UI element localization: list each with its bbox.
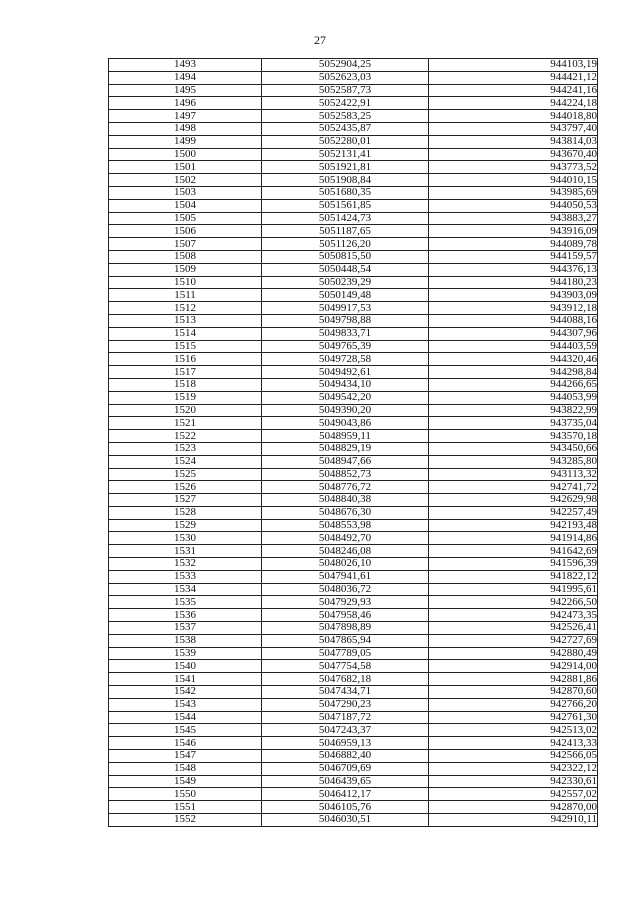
y-coordinate-cell: 942910,11 xyxy=(429,814,598,827)
point-number-cell: 1549 xyxy=(109,775,262,788)
x-coordinate-cell: 5051561,85 xyxy=(262,199,429,212)
x-coordinate-cell: 5049043,86 xyxy=(262,417,429,430)
table-row xyxy=(109,750,598,763)
table-row xyxy=(109,801,598,814)
x-coordinate-cell: 5047243,37 xyxy=(262,724,429,737)
y-coordinate-cell: 942566,05 xyxy=(429,750,598,763)
point-number-cell: 1535 xyxy=(109,596,262,609)
x-coordinate-cell: 5048036,72 xyxy=(262,583,429,596)
table-row xyxy=(109,353,598,366)
y-coordinate-cell: 942193,48 xyxy=(429,519,598,532)
y-coordinate-cell: 944298,84 xyxy=(429,366,598,379)
table-row xyxy=(109,698,598,711)
y-coordinate-cell: 942870,60 xyxy=(429,686,598,699)
y-coordinate-cell: 943735,04 xyxy=(429,417,598,430)
x-coordinate-cell: 5047898,89 xyxy=(262,622,429,635)
table-row xyxy=(109,570,598,583)
x-coordinate-cell: 5046105,76 xyxy=(262,801,429,814)
point-number-cell: 1506 xyxy=(109,225,262,238)
point-number-cell: 1531 xyxy=(109,545,262,558)
table-row xyxy=(109,430,598,443)
point-number-cell: 1532 xyxy=(109,558,262,571)
point-number-cell: 1516 xyxy=(109,353,262,366)
table-row xyxy=(109,161,598,174)
point-number-cell: 1533 xyxy=(109,570,262,583)
point-number-cell: 1505 xyxy=(109,212,262,225)
table-row xyxy=(109,596,598,609)
x-coordinate-cell: 5052904,25 xyxy=(262,59,429,72)
x-coordinate-cell: 5052131,41 xyxy=(262,148,429,161)
table-row xyxy=(109,250,598,263)
x-coordinate-cell: 5048959,11 xyxy=(262,430,429,443)
point-number-cell: 1498 xyxy=(109,122,262,135)
table-row xyxy=(109,442,598,455)
table-row xyxy=(109,417,598,430)
y-coordinate-cell: 943814,03 xyxy=(429,135,598,148)
x-coordinate-cell: 5047754,58 xyxy=(262,660,429,673)
point-number-cell: 1539 xyxy=(109,647,262,660)
point-number-cell: 1542 xyxy=(109,686,262,699)
point-number-cell: 1515 xyxy=(109,340,262,353)
y-coordinate-cell: 943113,32 xyxy=(429,468,598,481)
point-number-cell: 1530 xyxy=(109,532,262,545)
point-number-cell: 1524 xyxy=(109,455,262,468)
table-row xyxy=(109,186,598,199)
x-coordinate-cell: 5049542,20 xyxy=(262,391,429,404)
y-coordinate-cell: 942629,98 xyxy=(429,494,598,507)
x-coordinate-cell: 5049492,61 xyxy=(262,366,429,379)
y-coordinate-cell: 944241,16 xyxy=(429,84,598,97)
x-coordinate-cell: 5052587,73 xyxy=(262,84,429,97)
x-coordinate-cell: 5052435,87 xyxy=(262,122,429,135)
point-number-cell: 1508 xyxy=(109,250,262,263)
y-coordinate-cell: 944224,18 xyxy=(429,97,598,110)
point-number-cell: 1525 xyxy=(109,468,262,481)
table-row xyxy=(109,59,598,72)
table-row xyxy=(109,762,598,775)
y-coordinate-cell: 943916,09 xyxy=(429,225,598,238)
table-row xyxy=(109,71,598,84)
table-row xyxy=(109,711,598,724)
table-row xyxy=(109,135,598,148)
y-coordinate-cell: 944266,65 xyxy=(429,378,598,391)
table-row xyxy=(109,263,598,276)
page-number: 27 xyxy=(314,33,326,47)
x-coordinate-cell: 5048852,73 xyxy=(262,468,429,481)
point-number-cell: 1546 xyxy=(109,737,262,750)
point-number-cell: 1517 xyxy=(109,366,262,379)
point-number-cell: 1540 xyxy=(109,660,262,673)
point-number-cell: 1501 xyxy=(109,161,262,174)
table-row xyxy=(109,814,598,827)
x-coordinate-cell: 5050149,48 xyxy=(262,289,429,302)
table-row xyxy=(109,558,598,571)
x-coordinate-cell: 5047958,46 xyxy=(262,609,429,622)
x-coordinate-cell: 5052422,91 xyxy=(262,97,429,110)
x-coordinate-cell: 5046412,17 xyxy=(262,788,429,801)
table-row xyxy=(109,199,598,212)
y-coordinate-cell: 942513,02 xyxy=(429,724,598,737)
point-number-cell: 1534 xyxy=(109,583,262,596)
table-row xyxy=(109,455,598,468)
x-coordinate-cell: 5052623,03 xyxy=(262,71,429,84)
point-number-cell: 1512 xyxy=(109,302,262,315)
x-coordinate-cell: 5047290,23 xyxy=(262,698,429,711)
x-coordinate-cell: 5047434,71 xyxy=(262,686,429,699)
x-coordinate-cell: 5051126,20 xyxy=(262,238,429,251)
point-number-cell: 1507 xyxy=(109,238,262,251)
table-row xyxy=(109,391,598,404)
x-coordinate-cell: 5048553,98 xyxy=(262,519,429,532)
table-row xyxy=(109,122,598,135)
y-coordinate-cell: 942761,30 xyxy=(429,711,598,724)
y-coordinate-cell: 944159,57 xyxy=(429,250,598,263)
table-row xyxy=(109,532,598,545)
y-coordinate-cell: 944010,15 xyxy=(429,174,598,187)
point-number-cell: 1511 xyxy=(109,289,262,302)
point-number-cell: 1528 xyxy=(109,506,262,519)
table-row xyxy=(109,724,598,737)
y-coordinate-cell: 942413,33 xyxy=(429,737,598,750)
point-number-cell: 1547 xyxy=(109,750,262,763)
y-coordinate-cell: 943450,66 xyxy=(429,442,598,455)
table-row xyxy=(109,788,598,801)
coordinates-table-body xyxy=(109,59,598,827)
point-number-cell: 1497 xyxy=(109,110,262,123)
y-coordinate-cell: 943670,40 xyxy=(429,148,598,161)
y-coordinate-cell: 943985,69 xyxy=(429,186,598,199)
point-number-cell: 1538 xyxy=(109,634,262,647)
y-coordinate-cell: 942473,35 xyxy=(429,609,598,622)
point-number-cell: 1527 xyxy=(109,494,262,507)
point-number-cell: 1526 xyxy=(109,481,262,494)
point-number-cell: 1502 xyxy=(109,174,262,187)
x-coordinate-cell: 5047929,93 xyxy=(262,596,429,609)
point-number-cell: 1513 xyxy=(109,314,262,327)
y-coordinate-cell: 943285,80 xyxy=(429,455,598,468)
y-coordinate-cell: 944180,23 xyxy=(429,276,598,289)
table-row xyxy=(109,238,598,251)
point-number-cell: 1499 xyxy=(109,135,262,148)
table-row xyxy=(109,276,598,289)
point-number-cell: 1541 xyxy=(109,673,262,686)
table-row xyxy=(109,225,598,238)
x-coordinate-cell: 5051921,81 xyxy=(262,161,429,174)
table-row xyxy=(109,686,598,699)
y-coordinate-cell: 942257,49 xyxy=(429,506,598,519)
point-number-cell: 1536 xyxy=(109,609,262,622)
x-coordinate-cell: 5048776,72 xyxy=(262,481,429,494)
x-coordinate-cell: 5051187,65 xyxy=(262,225,429,238)
table-row xyxy=(109,212,598,225)
y-coordinate-cell: 944403,59 xyxy=(429,340,598,353)
y-coordinate-cell: 944320,46 xyxy=(429,353,598,366)
table-row xyxy=(109,148,598,161)
y-coordinate-cell: 944089,78 xyxy=(429,238,598,251)
point-number-cell: 1545 xyxy=(109,724,262,737)
x-coordinate-cell: 5049798,88 xyxy=(262,314,429,327)
x-coordinate-cell: 5048840,38 xyxy=(262,494,429,507)
y-coordinate-cell: 944050,53 xyxy=(429,199,598,212)
table-row xyxy=(109,494,598,507)
y-coordinate-cell: 943773,52 xyxy=(429,161,598,174)
x-coordinate-cell: 5046959,13 xyxy=(262,737,429,750)
table-row xyxy=(109,327,598,340)
table-row xyxy=(109,378,598,391)
y-coordinate-cell: 943912,18 xyxy=(429,302,598,315)
table-row xyxy=(109,302,598,315)
point-number-cell: 1552 xyxy=(109,814,262,827)
x-coordinate-cell: 5049765,39 xyxy=(262,340,429,353)
y-coordinate-cell: 941995,61 xyxy=(429,583,598,596)
y-coordinate-cell: 942881,86 xyxy=(429,673,598,686)
y-coordinate-cell: 943570,18 xyxy=(429,430,598,443)
y-coordinate-cell: 943903,09 xyxy=(429,289,598,302)
x-coordinate-cell: 5049390,20 xyxy=(262,404,429,417)
x-coordinate-cell: 5046030,51 xyxy=(262,814,429,827)
y-coordinate-cell: 944053,99 xyxy=(429,391,598,404)
point-number-cell: 1509 xyxy=(109,263,262,276)
point-number-cell: 1550 xyxy=(109,788,262,801)
table-row xyxy=(109,622,598,635)
point-number-cell: 1503 xyxy=(109,186,262,199)
point-number-cell: 1521 xyxy=(109,417,262,430)
table-row xyxy=(109,481,598,494)
table-row xyxy=(109,634,598,647)
table-row xyxy=(109,468,598,481)
table-row xyxy=(109,737,598,750)
y-coordinate-cell: 943822,99 xyxy=(429,404,598,417)
point-number-cell: 1496 xyxy=(109,97,262,110)
table-row xyxy=(109,583,598,596)
y-coordinate-cell: 942322,12 xyxy=(429,762,598,775)
table-row xyxy=(109,673,598,686)
table-row xyxy=(109,314,598,327)
point-number-cell: 1529 xyxy=(109,519,262,532)
point-number-cell: 1537 xyxy=(109,622,262,635)
x-coordinate-cell: 5049434,10 xyxy=(262,378,429,391)
x-coordinate-cell: 5046439,65 xyxy=(262,775,429,788)
x-coordinate-cell: 5052280,01 xyxy=(262,135,429,148)
point-number-cell: 1523 xyxy=(109,442,262,455)
y-coordinate-cell: 942914,00 xyxy=(429,660,598,673)
y-coordinate-cell: 942557,02 xyxy=(429,788,598,801)
x-coordinate-cell: 5049833,71 xyxy=(262,327,429,340)
x-coordinate-cell: 5050815,50 xyxy=(262,250,429,263)
point-number-cell: 1519 xyxy=(109,391,262,404)
table-row xyxy=(109,84,598,97)
x-coordinate-cell: 5048492,70 xyxy=(262,532,429,545)
x-coordinate-cell: 5052583,25 xyxy=(262,110,429,123)
point-number-cell: 1514 xyxy=(109,327,262,340)
y-coordinate-cell: 944421,12 xyxy=(429,71,598,84)
point-number-cell: 1510 xyxy=(109,276,262,289)
x-coordinate-cell: 5048829,19 xyxy=(262,442,429,455)
x-coordinate-cell: 5048947,66 xyxy=(262,455,429,468)
y-coordinate-cell: 944307,96 xyxy=(429,327,598,340)
y-coordinate-cell: 943797,40 xyxy=(429,122,598,135)
x-coordinate-cell: 5051680,35 xyxy=(262,186,429,199)
y-coordinate-cell: 942330,61 xyxy=(429,775,598,788)
table-row xyxy=(109,545,598,558)
x-coordinate-cell: 5050448,54 xyxy=(262,263,429,276)
x-coordinate-cell: 5050239,29 xyxy=(262,276,429,289)
table-row xyxy=(109,775,598,788)
x-coordinate-cell: 5047187,72 xyxy=(262,711,429,724)
x-coordinate-cell: 5048676,30 xyxy=(262,506,429,519)
y-coordinate-cell: 941642,69 xyxy=(429,545,598,558)
x-coordinate-cell: 5047682,18 xyxy=(262,673,429,686)
y-coordinate-cell: 942741,72 xyxy=(429,481,598,494)
table-row xyxy=(109,404,598,417)
y-coordinate-cell: 942526,41 xyxy=(429,622,598,635)
point-number-cell: 1522 xyxy=(109,430,262,443)
point-number-cell: 1518 xyxy=(109,378,262,391)
y-coordinate-cell: 942727,69 xyxy=(429,634,598,647)
table-row xyxy=(109,289,598,302)
table-row xyxy=(109,366,598,379)
x-coordinate-cell: 5048026,10 xyxy=(262,558,429,571)
point-number-cell: 1495 xyxy=(109,84,262,97)
y-coordinate-cell: 944103,19 xyxy=(429,59,598,72)
point-number-cell: 1551 xyxy=(109,801,262,814)
table-row xyxy=(109,519,598,532)
point-number-cell: 1500 xyxy=(109,148,262,161)
table-row xyxy=(109,609,598,622)
point-number-cell: 1543 xyxy=(109,698,262,711)
x-coordinate-cell: 5046709,69 xyxy=(262,762,429,775)
table-row xyxy=(109,110,598,123)
y-coordinate-cell: 942266,50 xyxy=(429,596,598,609)
x-coordinate-cell: 5047941,61 xyxy=(262,570,429,583)
y-coordinate-cell: 944088,16 xyxy=(429,314,598,327)
point-number-cell: 1504 xyxy=(109,199,262,212)
x-coordinate-cell: 5047865,94 xyxy=(262,634,429,647)
table-row xyxy=(109,647,598,660)
point-number-cell: 1520 xyxy=(109,404,262,417)
x-coordinate-cell: 5047789,05 xyxy=(262,647,429,660)
point-number-cell: 1493 xyxy=(109,59,262,72)
y-coordinate-cell: 941822,12 xyxy=(429,570,598,583)
y-coordinate-cell: 942880,49 xyxy=(429,647,598,660)
table-row xyxy=(109,660,598,673)
y-coordinate-cell: 942766,20 xyxy=(429,698,598,711)
point-number-cell: 1548 xyxy=(109,762,262,775)
y-coordinate-cell: 941914,86 xyxy=(429,532,598,545)
table-row xyxy=(109,174,598,187)
x-coordinate-cell: 5046882,40 xyxy=(262,750,429,763)
x-coordinate-cell: 5049728,58 xyxy=(262,353,429,366)
coordinates-table xyxy=(108,58,598,827)
point-number-cell: 1544 xyxy=(109,711,262,724)
x-coordinate-cell: 5049917,53 xyxy=(262,302,429,315)
y-coordinate-cell: 944018,80 xyxy=(429,110,598,123)
point-number-cell: 1494 xyxy=(109,71,262,84)
table-row xyxy=(109,97,598,110)
table-row xyxy=(109,506,598,519)
x-coordinate-cell: 5048246,08 xyxy=(262,545,429,558)
y-coordinate-cell: 941596,39 xyxy=(429,558,598,571)
table-row xyxy=(109,340,598,353)
x-coordinate-cell: 5051424,73 xyxy=(262,212,429,225)
y-coordinate-cell: 943883,27 xyxy=(429,212,598,225)
y-coordinate-cell: 944376,13 xyxy=(429,263,598,276)
x-coordinate-cell: 5051908,84 xyxy=(262,174,429,187)
y-coordinate-cell: 942870,00 xyxy=(429,801,598,814)
